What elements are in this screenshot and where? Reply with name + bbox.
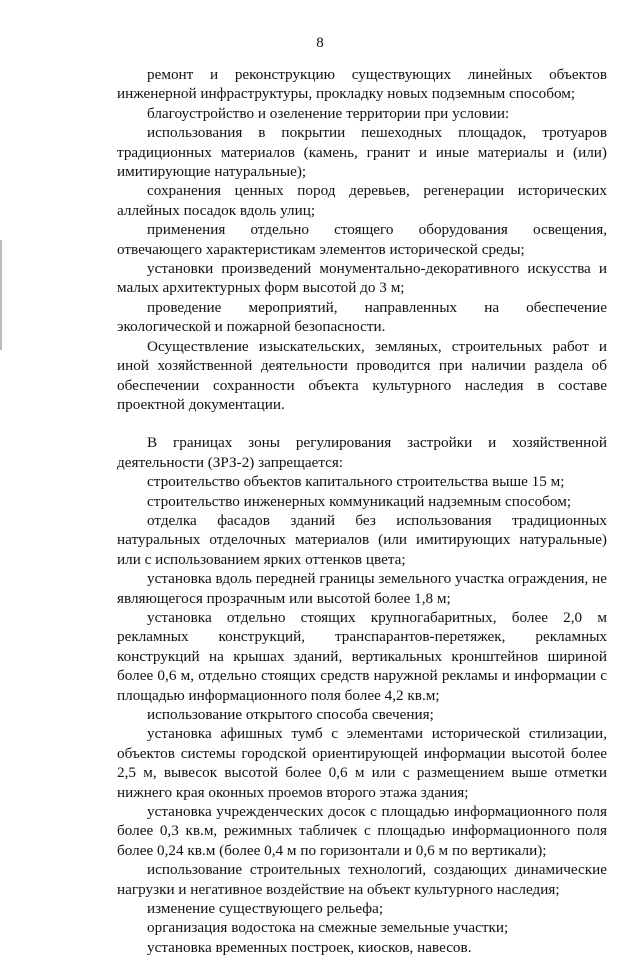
paragraph: установка афишных тумб с элементами исторической стилизации, объектов системы городской ориентирующей информации высотой более 2,5 м, вывесок высотой более 0,6 м или с размещением выше отметки нижнего края оконных проемов второго этажа здания; (117, 725, 607, 801)
paragraph: изменение существующего рельефа; (147, 900, 384, 918)
paragraph: благоустройство и озеленение территории при условии: (147, 104, 510, 122)
paragraph: применения отдельно стоящего оборудования освещения, отвечающего характеристикам элементов исторической среды; (117, 221, 607, 258)
paragraph: организация водостока на смежные земельные участки; (147, 919, 509, 937)
paragraph: проведение мероприятий, направленных на обеспечение экологической и пожарной безопасности. (117, 298, 607, 336)
paragraph: использования в покрытии пешеходных площадок, тротуаров традиционных материалов (камень, гранит и иные материалы и (или) имитирующие натуральные); (117, 124, 607, 181)
paragraph: использование строительных технологий, создающих динамические нагрузки и негативное воздействие на объект культурного наследия; (117, 861, 607, 898)
paragraph: строительство объектов капитального строительства выше 15 м; (147, 473, 565, 491)
scan-edge-mark (0, 240, 2, 350)
document-body (117, 65, 607, 957)
paragraph: использование открытого способа свечения; (147, 706, 434, 723)
paragraph: В границах зоны регулирования застройки и хозяйственной деятельности (ЗРЗ-2) запрещается: (117, 434, 607, 471)
paragraph: установка отдельно стоящих крупногабаритных, более 2,0 м рекламных конструкций, транспарантов-перетяжек, рекламных конструкций на крышах зданий, вертикальных кронштейнов шириной более 0,6 м, отдельно стоящих средств наружной рекламы и информации с площадью информационного поля более 4,2 кв.м; (117, 608, 607, 704)
paragraph: Осуществление изыскательских, земляных, строительных работ и иной хозяйственной деятельности проводится при наличии раздела об обеспечении сохранности объекта культурного наследия в составе проектной документации. (117, 337, 607, 413)
page-number: 8 (316, 35, 324, 51)
paragraph: ремонт и реконструкцию существующих линейных объектов инженерной инфраструктуры, прокладку новых подземным способом; (117, 66, 607, 103)
paragraph: установка временных построек, киосков, навесов. (147, 938, 472, 956)
paragraph: сохранения ценных пород деревьев, регенерации исторических аллейных посадок вдоль улиц; (117, 182, 607, 219)
paragraph: отделка фасадов зданий без использования традиционных натуральных отделочных материалов (или имитирующих натуральные) или с использованием ярких оттенков цвета; (117, 511, 607, 568)
paragraph: строительство инженерных коммуникаций надземным способом; (147, 492, 572, 510)
paragraph: установка вдоль передней границы земельного участка ограждения, не являющегося прозрачным или высотой более 1,8 м; (117, 570, 607, 607)
paragraph: установка учрежденческих досок с площадью информационного поля более 0,3 кв.м, режимных табличек с площадью информационного поля более 0,24 кв.м (более 0,4 м по горизонтали и 0,6 м по вертикали); (117, 803, 607, 859)
paragraph: установки произведений монументально-декоративного искусства и малых архитектурных форм высотой до 3 м; (117, 260, 607, 297)
